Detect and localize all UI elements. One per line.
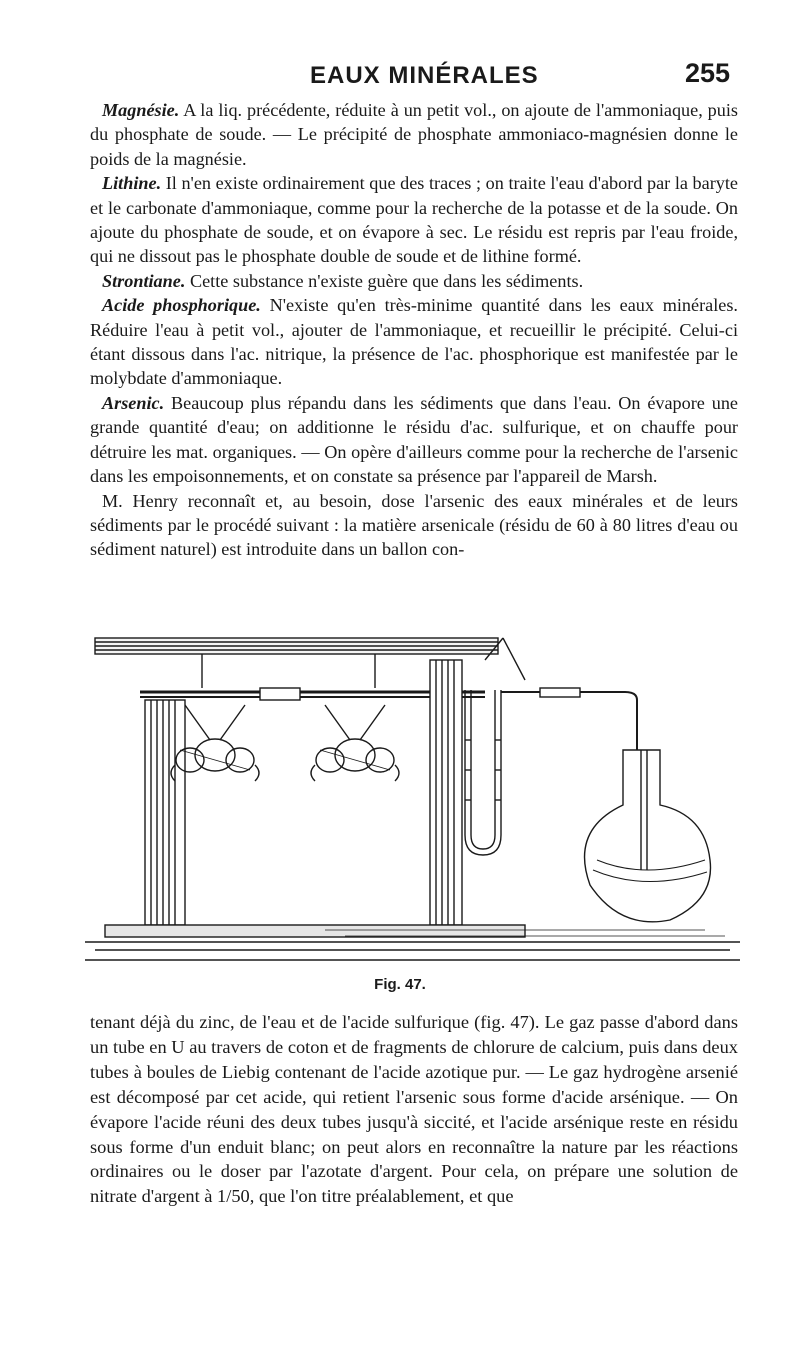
paragraph-body: Cette substance n'existe guère que dans les sédiments. [185,270,584,291]
center-stand-post [430,660,462,925]
page-number: 255 [684,58,730,88]
paragraph-henry [90,489,738,562]
apparatus-base [85,925,740,960]
paragraph-lead: Acide phosphorique. [102,295,261,316]
paragraph-acide-phosphorique [90,293,738,391]
running-title: EAUX MINÉRALES [310,62,539,89]
paragraph-strontiane [90,269,738,293]
paragraph-magnesie [90,98,738,171]
marsh-apparatus-figure [85,630,740,970]
body-text-top [90,98,738,562]
reaction-flask [585,750,711,922]
liebig-bulb-tube-right [311,705,399,781]
paragraph-lithine [90,171,738,269]
paragraph-body: M. Henry reconnaît et, au besoin, dose l'arsenic des eaux minérales et de leurs sédiments par le procédé suivant : la matière arsenicale (résidu de 60 à 80 litres d'eau ou sédiment naturel) est introduite dans un ballon con- [90,490,738,560]
paragraph-continued: tenant déjà du zinc, de l'eau et de l'acide sulfurique (fig. 47). Le gaz passe d'abord dans un tube en U au travers de coton et de fragments de chlorure de calcium, puis dans deux tubes à boules de Liebig contenant de l'acide azotique pur. — Le gaz hydrogène arsenié est décomposé par cet acide, qui retient l'arsenic sous forme d'acide arsénique. — On évapore l'acide réuni des deux tubes jusqu'à siccité, et l'acide arsénique reste en résidu sous forme d'un enduit blanc; on peut alors en reconnaître la nature par les réactions ordinaires ou le doser par l'azotate d'argent. Pour cela, on prépare une solution de nitrate d'argent à 1/50, que l'on titre préalablement, et que [90,1012,738,1207]
paragraph-body: Beaucoup plus répandu dans les sédiments que dans l'eau. On évapore une grande quantité d'eau; on additionne le résidu d'ac. sulfurique, et on chauffe pour détruire les mat. organiques. — On opère d'ailleurs comme pour la recherche de l'arsenic dans les empoisonnements, et on constate sa présence par l'appareil de Marsh. [90,392,738,487]
paragraph-body: N'existe qu'en très-minime quantité dans les eaux minérales. Réduire l'eau à petit vol., ajouter de l'ammoniaque, et recueillir le précipité. Celui-ci étant dissous dans l'ac. nitrique, la présence de l'ac. phosphorique est manifestée par le molybdate d'ammoniaque. [90,295,738,389]
paragraph-body: A la liq. précédente, réduite à un petit vol., on ajoute de l'ammoniaque, puis du phosphate de soude. — Le précipité de phosphate ammoniaco-magnésien donne le poids de la magnésie. [90,100,738,169]
body-text-bottom [90,1010,738,1209]
paragraph-body: Il n'en existe ordinairement que des traces ; on traite l'eau d'abord par la baryte et le carbonate d'ammoniaque, comme pour la recherche de la potasse et de la soude. On ajoute du phosphate de soude, et on évapore à sec. Le résidu est repris par l'eau froide, qui ne dissout pas le phosphate double de soude et de lithine formé. [90,173,738,267]
figure-caption: Fig. 47. [374,976,426,993]
paragraph-lead: Strontiane. [102,270,186,291]
paragraph-lead: Arsenic. [102,392,165,413]
paragraph-lead: Lithine. [102,173,162,194]
delivery-tube [501,692,637,750]
page-header [90,58,730,98]
left-stand-post [145,700,185,925]
paragraph-lead: Magnésie. [102,100,180,120]
paragraph-arsenic [90,391,738,489]
u-tube-calcium-chloride [465,690,501,855]
